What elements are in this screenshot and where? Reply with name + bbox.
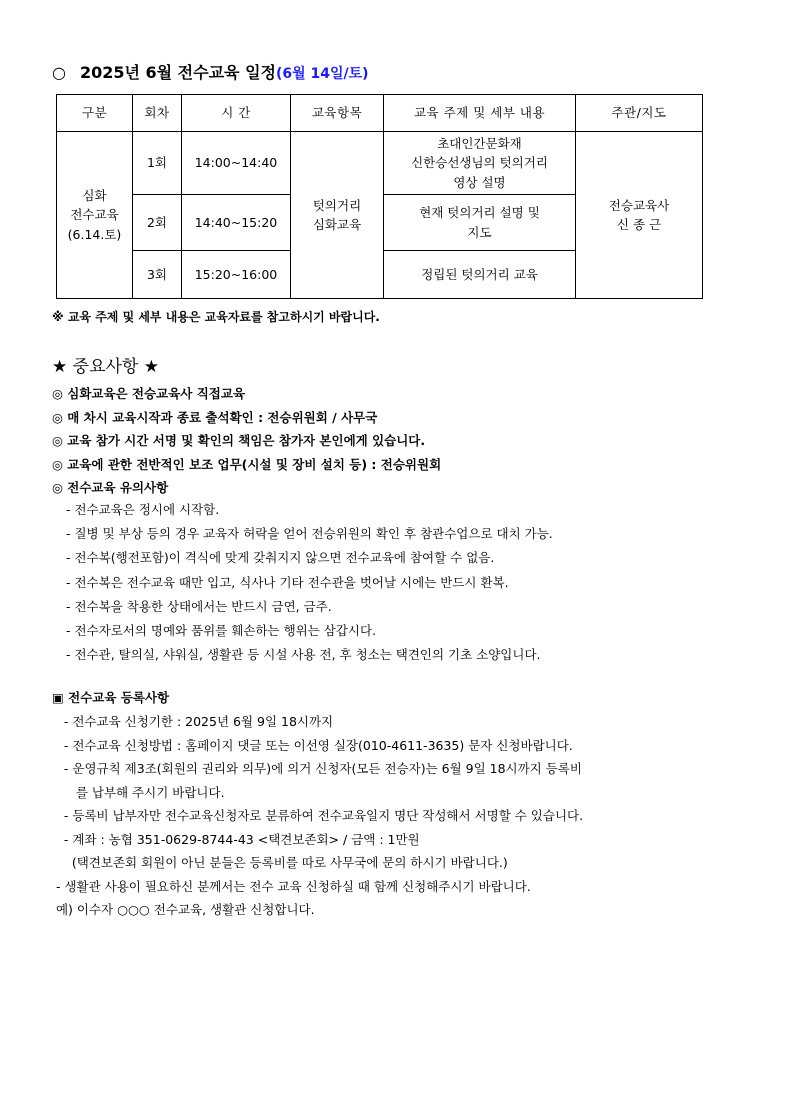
schedule-title [52, 60, 369, 83]
supervisor-line: 신 종 근 [616, 217, 662, 233]
session-cell: 2회 [133, 195, 182, 251]
list-item: - 전수복(행전포함)이 격식에 맞게 갖춰지지 않으면 전수교육에 참여할 수 없음. [66, 550, 495, 566]
list-item: - 등록비 납부자만 전수교육신청자로 분류하여 전수교육일지 명단 작성해서 서명할 수 있습니다. [52, 808, 584, 823]
list-item: - 전수교육 신청기한 : 2025년 6월 9일 18시까지 [52, 714, 334, 729]
list-item: 예) 이수자 ○○○ 전수교육, 생활관 신청합니다. [52, 902, 315, 917]
time-cell: 15:20~16:00 [182, 251, 291, 299]
item-line: 텃의거리 [312, 197, 362, 213]
list-item: 를 납부해 주시기 바랍니다. [52, 784, 225, 800]
header-content: 교육 주제 및 세부 내용 [384, 95, 576, 132]
category-line: 심화 [82, 188, 107, 203]
list-item: ◎ 매 차시 교육시작과 종료 출석확인 : 전승위원회 / 사무국 [52, 409, 378, 425]
list-item: - 전수복을 착용한 상태에서는 반드시 금연, 금주. [66, 598, 332, 614]
list-item: - 전수관, 탈의실, 샤워실, 생활관 등 시설 사용 전, 후 청소는 택견인의 기초 소양입니다. [66, 647, 541, 663]
header-category: 구분 [57, 95, 133, 132]
list-item: - 전수교육 신청방법 : 홈페이지 댓글 또는 이선영 실장(010-4611-3635) 문자 신청바랍니다. [52, 737, 573, 753]
content-cell [384, 195, 576, 251]
category-cell [57, 132, 133, 299]
list-item: ◎ 전수교육 유의사항 [52, 480, 169, 495]
header-item: 교육항목 [291, 95, 384, 132]
supervisor-line: 전승교육사 [608, 197, 670, 213]
header-session: 회차 [133, 95, 182, 132]
content-line: 지도 [467, 224, 492, 240]
caution-list [66, 500, 553, 669]
table-row [57, 132, 703, 195]
list-item: - 운영규칙 제3조(회원의 권리와 의무)에 의거 신청자(모든 전승자)는 6월 9일 18시까지 등록비 [52, 761, 582, 776]
category-line: (6.14.토) [67, 226, 122, 242]
schedule-table [56, 94, 703, 299]
table-header-row [57, 95, 703, 132]
list-item: ◎ 심화교육은 전승교육사 직접교육 [52, 386, 246, 401]
content-line: 초대인간문화재 [437, 136, 522, 151]
schedule-title-date: (6월 14일/토) [276, 66, 369, 82]
content-cell [384, 132, 576, 195]
time-cell: 14:40~15:20 [182, 195, 291, 251]
list-item: ◎ 교육에 관한 전반적인 보조 업무(시설 및 장비 설치 등) : 전승위원회 [52, 456, 442, 472]
list-item: - 생활관 사용이 필요하신 분께서는 전수 교육 신청하실 때 함께 신청해주시기 바랍니다. [52, 878, 531, 894]
important-list [52, 384, 441, 502]
schedule-title-main: 2025년 6월 전수교육 일정 [79, 63, 276, 82]
reference-note: ※ 교육 주제 및 세부 내용은 교육자료를 참고하시기 바랍니다. [52, 310, 380, 324]
category-line: 전수교육 [70, 207, 119, 223]
list-item: - 전수교육은 정시에 시작함. [66, 502, 220, 517]
item-line: 심화교육 [312, 217, 362, 233]
session-cell: 3회 [133, 251, 182, 299]
content-line: 현재 텃의거리 설명 및 [419, 205, 540, 221]
item-cell [291, 132, 384, 299]
list-item: ◎ 교육 참가 시간 서명 및 확인의 책임은 참가자 본인에게 있습니다. [52, 433, 426, 448]
list-item: - 질병 및 부상 등의 경우 교육자 허락을 얻어 전승위원의 확인 후 참관수업으로 대치 가능. [66, 526, 553, 542]
content-cell: 정립된 텃의거리 교육 [384, 251, 576, 299]
header-supervisor: 주관/지도 [576, 95, 703, 132]
list-item: (택견보존회 회원이 아닌 분들은 등록비를 따로 사무국에 문의 하시기 바랍니다.) [52, 855, 508, 870]
content-line: 영상 설명 [453, 174, 506, 190]
time-cell: 14:00~14:40 [182, 132, 291, 195]
list-item: - 전수복은 전수교육 때만 입고, 식사나 기타 전수관을 벗어날 시에는 반드시 환복. [66, 574, 509, 590]
session-cell: 1회 [133, 132, 182, 195]
registration-title: ▣ 전수교육 등록사항 [52, 690, 170, 705]
circle-bullet-icon: ○ [52, 63, 66, 82]
content-line: 신한승선생님의 텃의거리 [411, 155, 548, 171]
list-item: - 계좌 : 농협 351-0629-8744-43 <택견보존회> / 금액 : 1만원 [52, 831, 420, 847]
list-item: - 전수자로서의 명예와 품위를 훼손하는 행위는 삼갑시다. [66, 622, 377, 638]
supervisor-cell [576, 132, 703, 299]
registration-list [52, 712, 583, 924]
header-time: 시 간 [182, 95, 291, 132]
important-title: ★ 중요사항 ★ [52, 357, 159, 377]
